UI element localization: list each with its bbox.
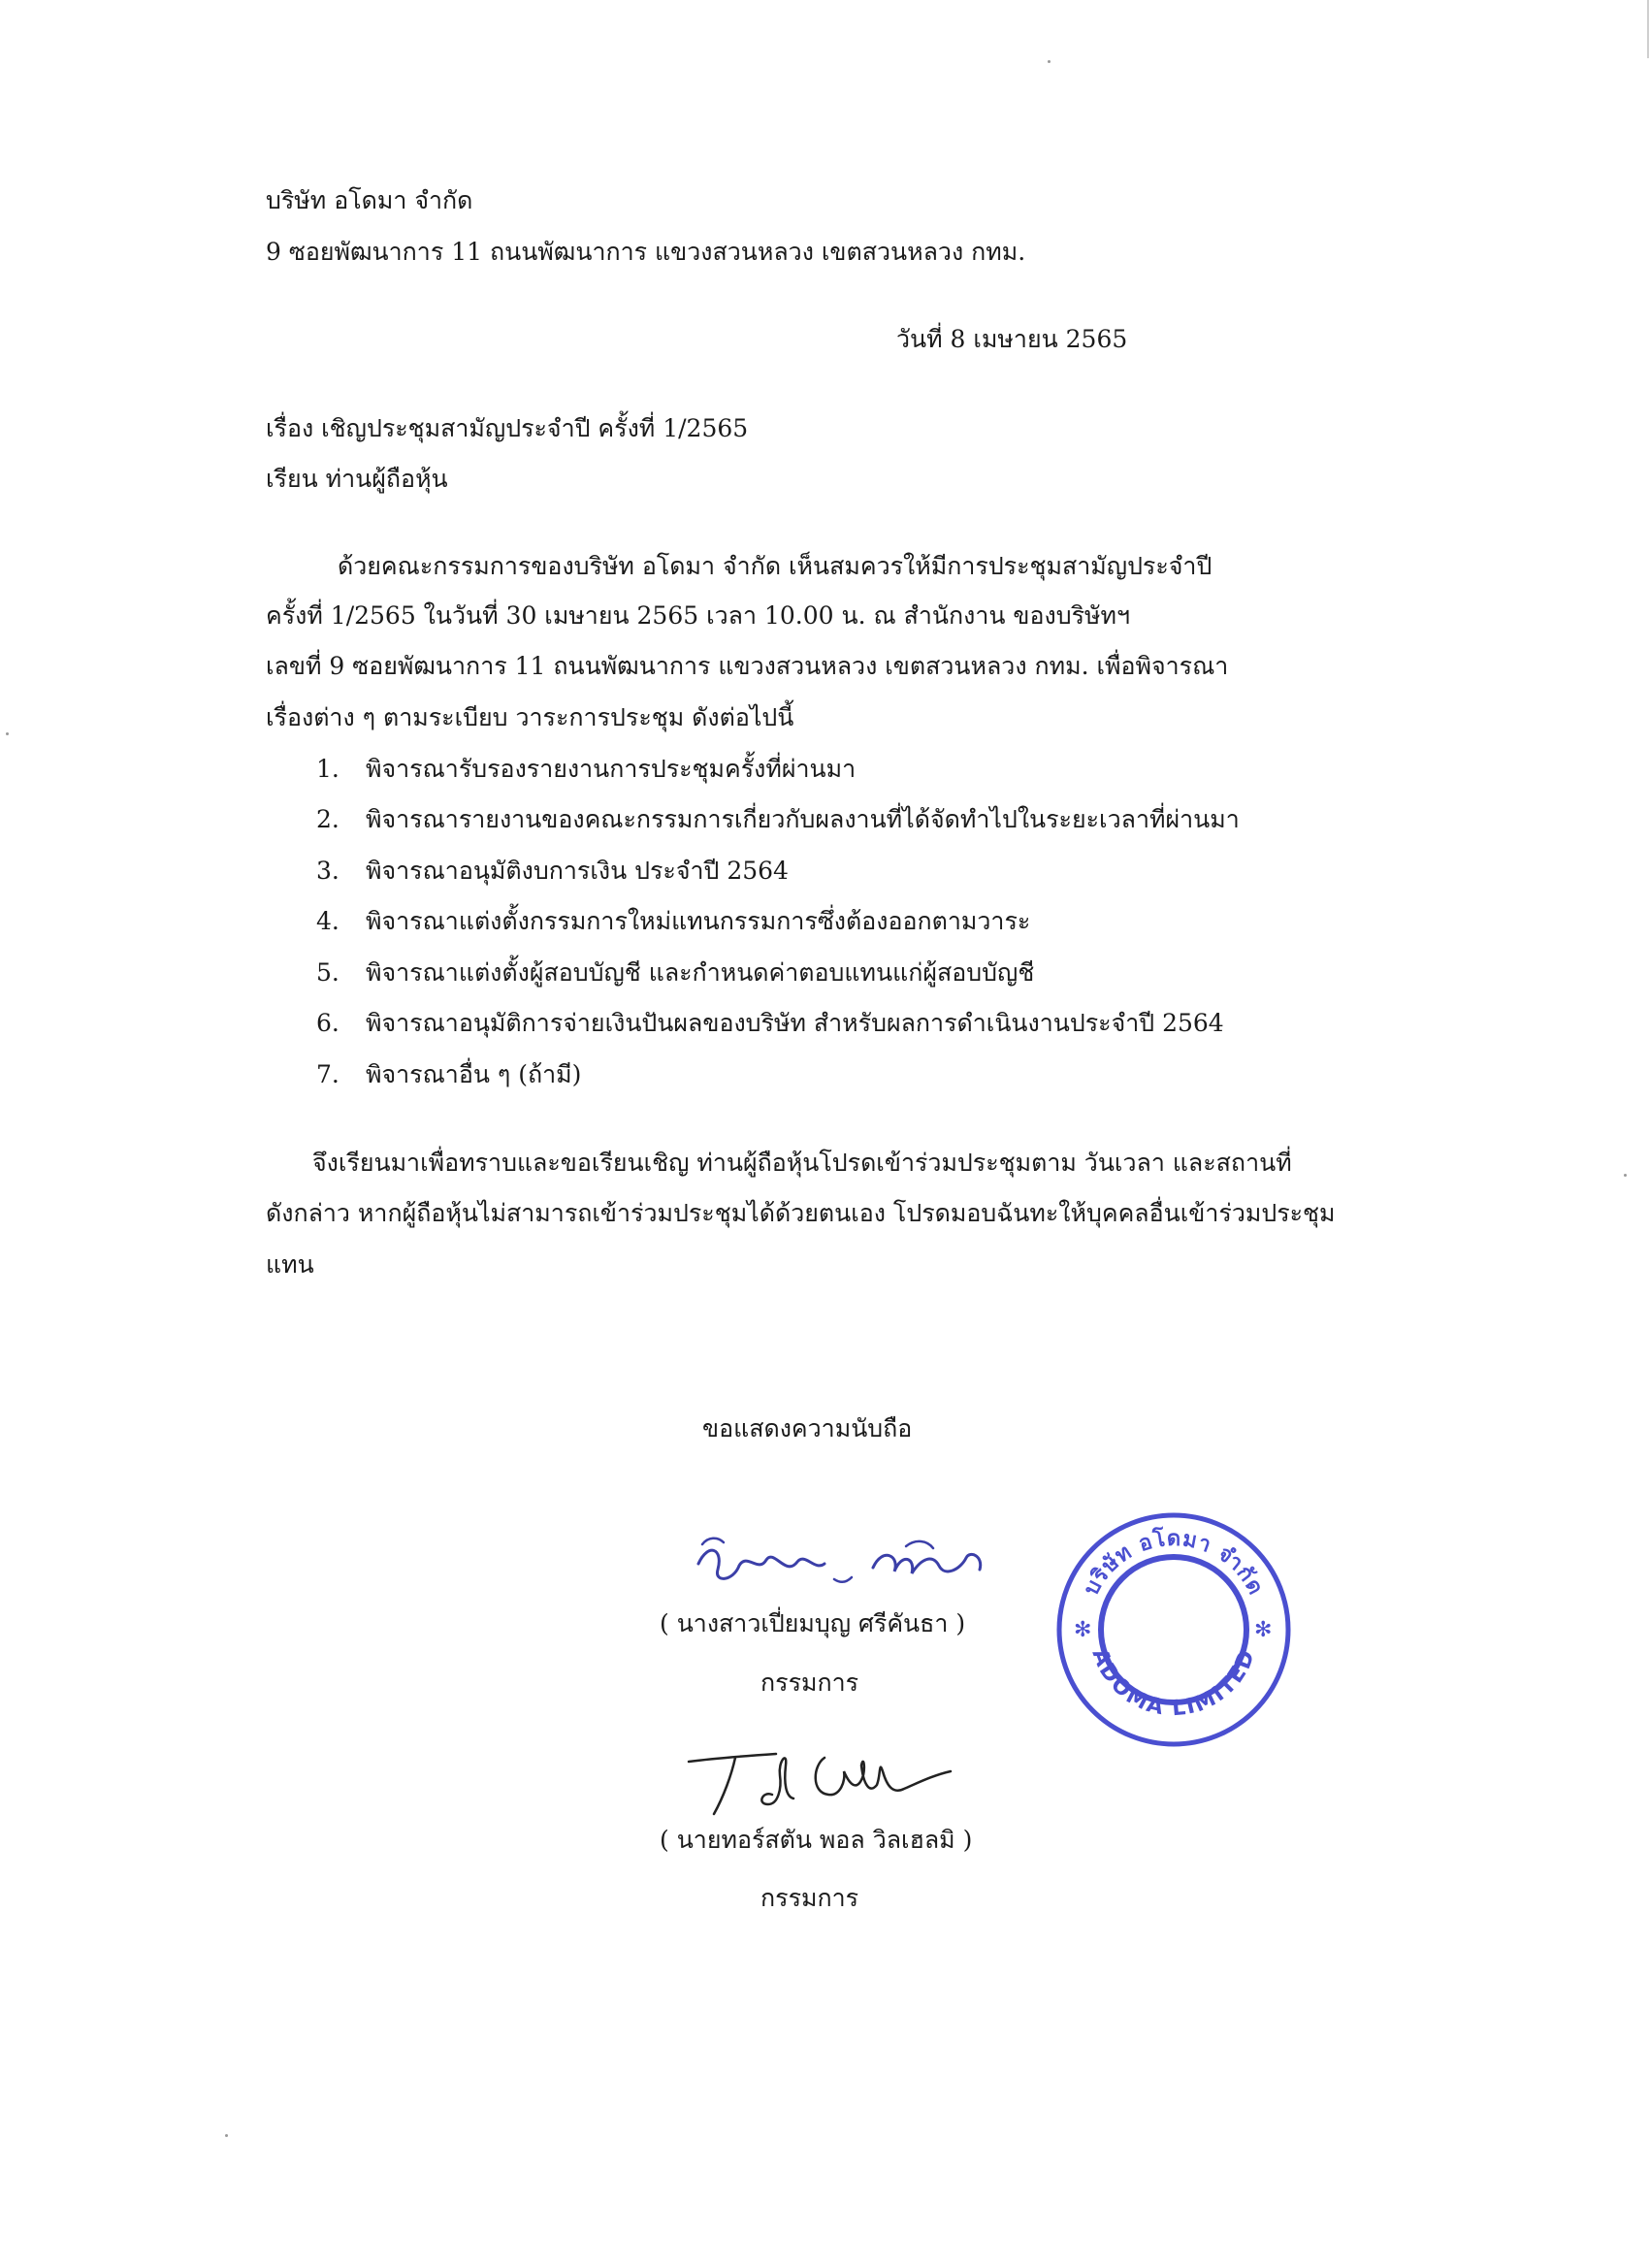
body-line: เลขที่ 9 ซอยพัฒนาการ 11 ถนนพัฒนาการ แขวงสวนหลวง เขตสวนหลวง กทม. เพื่อพิจารณา [266, 652, 1229, 680]
body-line: ครั้งที่ 1/2565 ในวันที่ 30 เมษายน 2565 เวลา 10.00 น. ณ สำนักงาน ของบริษัทฯ [266, 601, 1131, 630]
letter-subject: เรื่อง เชิญประชุมสามัญประจำปี ครั้งที่ 1/2565 [266, 414, 749, 442]
letter-recipient: เรียน ท่านผู้ถือหุ้น [266, 465, 448, 493]
agenda-number: 3. [316, 857, 340, 885]
agenda-number: 5. [316, 958, 340, 987]
letter-date: วันที่ 8 เมษายน 2565 [896, 325, 1128, 353]
body-line: ด้วยคณะกรรมการของบริษัท อโดมา จำกัด เห็นสมควรให้มีการประชุมสามัญประจำปี [338, 552, 1212, 580]
closing-line: แทน [266, 1250, 314, 1279]
body-line: เรื่องต่าง ๆ ตามระเบียบ วาระการประชุม ดังต่อไปนี้ [266, 703, 794, 731]
agenda-item: พิจารณาแต่งตั้งกรรมการใหม่แทนกรรมการซึ่งต้องออกตามวาระ [366, 907, 1031, 935]
svg-text:✻: ✻ [1254, 1618, 1273, 1642]
scan-speck [1048, 60, 1051, 63]
signatory-1-name: ( นางสาวเปี่ยมบุญ ศรีคันธา ) [660, 1609, 966, 1637]
scan-speck [1624, 1174, 1627, 1177]
signatory-2-title: กรรมการ [760, 1884, 859, 1912]
signature-1-handwriting [679, 1523, 1028, 1601]
closing-line: ดังกล่าว หากผู้ถือหุ้นไม่สามารถเข้าร่วมประชุมได้ด้วยตนเอง โปรดมอบฉันทะให้บุคคลอื่นเข้าร่วมประชุม [266, 1199, 1336, 1227]
svg-text:✻: ✻ [1074, 1618, 1092, 1642]
svg-text:ADOMA LIMITED: ADOMA LIMITED [1086, 1645, 1261, 1722]
agenda-item: พิจารณาอนุมัติการจ่ายเงินปันผลของบริษัท สำหรับผลการดำเนินงานประจำปี 2564 [366, 1009, 1224, 1037]
agenda-number: 4. [316, 907, 340, 935]
closing-line: จึงเรียนมาเพื่อทราบและขอเรียนเชิญ ท่านผู้ถือหุ้นโปรดเข้าร่วมประชุมตาม วันเวลา และสถานที่ [312, 1149, 1292, 1177]
company-name: บริษัท อโดมา จำกัด [266, 186, 473, 214]
salutation: ขอแสดงความนับถือ [702, 1414, 913, 1442]
agenda-number: 6. [316, 1009, 340, 1037]
agenda-number: 7. [316, 1060, 340, 1088]
agenda-item: พิจารณาอนุมัติงบการเงิน ประจำปี 2564 [366, 857, 789, 885]
agenda-item: พิจารณารายงานของคณะกรรมการเกี่ยวกับผลงานที่ได้จัดทำไปในระยะเวลาที่ผ่านมา [366, 805, 1240, 833]
signatory-2-name: ( นายทอร์สตัน พอล วิลเฮลมิ ) [660, 1826, 973, 1854]
agenda-item: พิจารณารับรองรายงานการประชุมครั้งที่ผ่านมา [366, 755, 857, 783]
signatory-1-title: กรรมการ [760, 1669, 859, 1697]
company-seal-stamp [1052, 1508, 1295, 1751]
agenda-item: พิจารณาแต่งตั้งผู้สอบบัญชี และกำหนดค่าตอบแทนแก่ผู้สอบบัญชี [366, 958, 1035, 987]
agenda-number: 2. [316, 805, 340, 833]
company-address: 9 ซอยพัฒนาการ 11 ถนนพัฒนาการ แขวงสวนหลวง เขตสวนหลวง กทม. [266, 238, 1026, 266]
scan-speck [225, 2134, 228, 2137]
svg-text:บริษัท อโดมา จำกัด: บริษัท อโดมา จำกัด [1079, 1526, 1269, 1600]
agenda-item: พิจารณาอื่น ๆ (ถ้ามี) [366, 1060, 582, 1088]
agenda-number: 1. [316, 755, 340, 783]
signature-2-handwriting [679, 1736, 970, 1824]
scan-speck [6, 732, 9, 735]
